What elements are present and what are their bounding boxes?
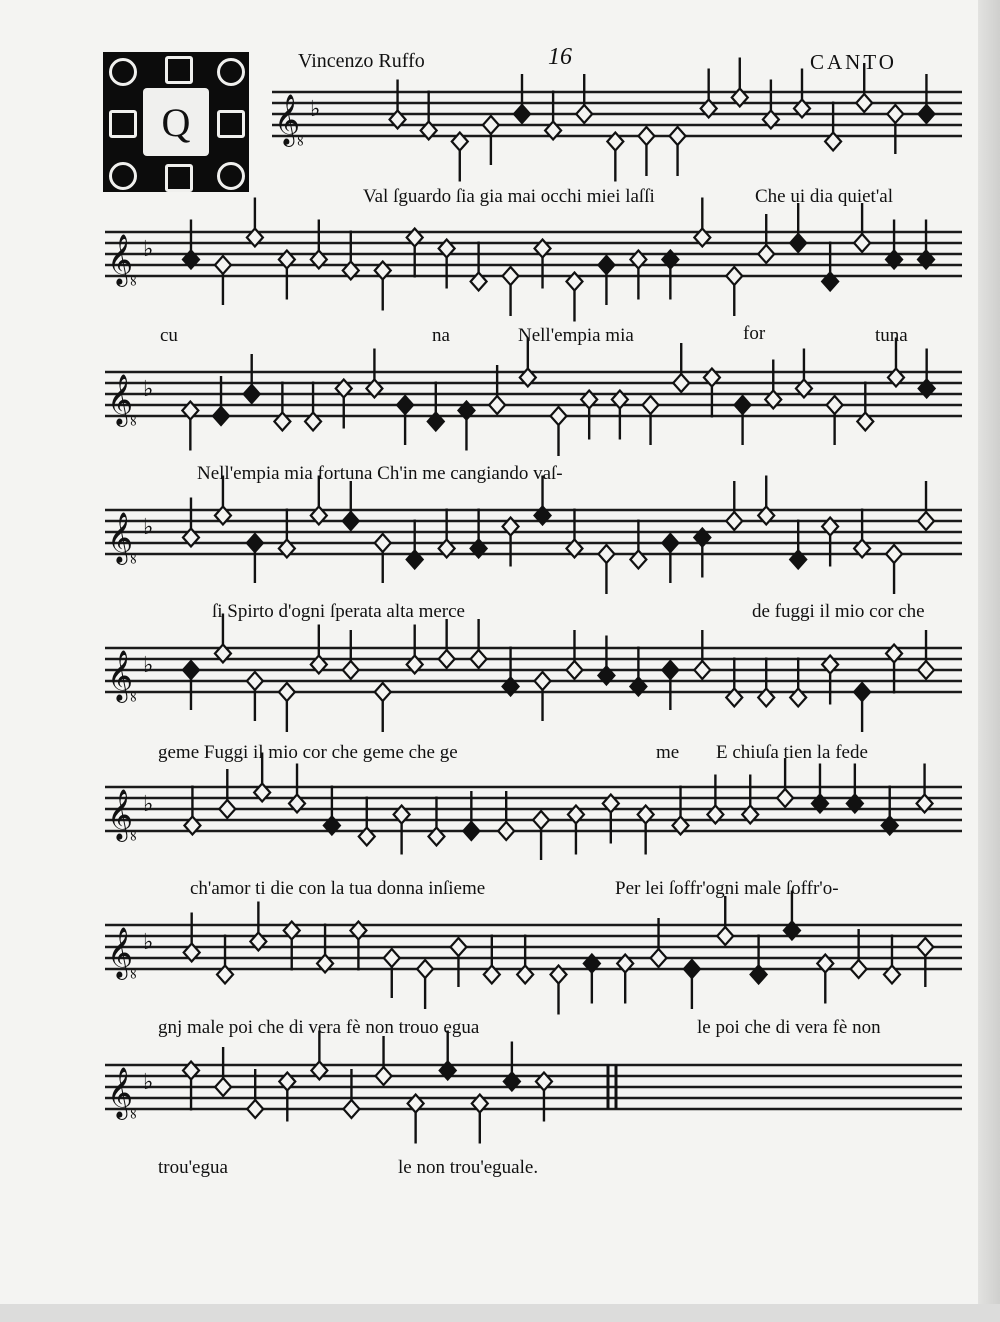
note-head [917,938,933,956]
lyric-line: le poi che di vera fè non [697,1017,881,1038]
note-head [183,661,199,679]
note-head [643,396,659,414]
note-head [886,545,902,563]
note-head [376,1067,392,1085]
note-head [551,407,567,425]
lyric-line: ſi Spirto d'ogni ſperata alta merce [212,601,465,622]
note-head [247,534,263,552]
note-head [489,396,505,414]
note-head [758,245,774,263]
note-head [483,116,499,134]
note-head [827,396,843,414]
lyric-line: tuna [875,325,908,346]
note-head [219,800,235,818]
note-head [662,534,678,552]
note-head [533,811,549,829]
lyric-line: E chiuſa tien la fede [716,742,868,763]
clef-icon: 𝄠 [107,234,138,285]
note-head [244,385,260,403]
clef-icon: 𝄠 [274,94,305,145]
flat-icon: ♭ [143,792,154,817]
note-head [576,105,592,123]
lyric-line: gnj male poi che di vera fè non trouo egua [158,1017,480,1038]
note-head [343,1100,359,1118]
flat-icon: ♭ [143,930,154,955]
note-head [684,960,700,978]
note-head [375,534,391,552]
initial-letter: Q [161,99,191,145]
note-head [856,94,872,112]
note-head [651,949,667,967]
flat-icon: ♭ [143,1070,154,1095]
note-head [279,683,295,701]
lyric-line: ch'amor ti die con la tua donna inſieme [190,878,486,899]
note-head [638,127,654,145]
page-number: 16 [548,44,572,70]
note-head [213,407,229,425]
flat-icon: ♭ [143,377,154,402]
flat-icon: ♭ [143,653,154,678]
note-head [918,512,934,530]
lyric-line: geme Fuggi il mio cor che geme che ge [158,742,458,763]
note-head [854,683,870,701]
note-head [918,105,934,123]
lyric-line: Nell'empia mia fortuna Ch'in me cangiando vaſ- [197,463,563,484]
note-head [726,267,742,285]
clef-icon: 𝄠 [107,650,138,701]
note-head [790,234,806,252]
lyric-line: le non trou'eguale. [398,1157,539,1178]
note-head [514,105,530,123]
note-head [417,960,433,978]
part-name: CANTO [810,50,897,74]
note-head [854,234,870,252]
note-head [463,822,479,840]
note-head [439,650,455,668]
lyric-line: na [432,325,450,346]
note-head [598,256,614,274]
note-head [384,949,400,967]
note-head [851,960,867,978]
clef-icon: 𝄠 [107,927,138,978]
lyric-line: Per lei ſoffr'ogni male ſoffr'o- [615,878,839,899]
note-head [726,512,742,530]
note-head [450,938,466,956]
note-head [717,927,733,945]
note-head [247,1100,263,1118]
note-head [535,672,551,690]
note-head [375,683,391,701]
lyric-line: me [656,742,680,763]
lyric-line: trou'egua [158,1157,228,1178]
note-head [215,1078,231,1096]
note-head [471,650,487,668]
note-head [598,545,614,563]
note-head [498,822,514,840]
note-head [887,105,903,123]
flat-icon: ♭ [310,97,321,122]
lyric-line: for [743,323,766,344]
composer-name: Vincenzo Ruffo [298,50,425,72]
note-head [694,661,710,679]
lyric-line: Val ſguardo ſia gia mai occhi miei laſſi [363,186,655,207]
note-head [918,661,934,679]
lyric-line: Che ui dia quiet'al [755,186,893,207]
note-head [566,661,582,679]
flat-icon: ♭ [143,237,154,262]
clef-icon: 𝄠 [107,512,138,563]
flat-icon: ♭ [143,515,154,540]
note-head [503,267,519,285]
note-head [215,256,231,274]
note-head [247,672,263,690]
note-head [670,127,686,145]
lyric-line: cu [160,325,178,346]
clef-icon: 𝄠 [107,789,138,840]
clef-icon: 𝄠 [107,374,138,425]
note-head [777,789,793,807]
note-head [397,396,413,414]
clef-icon: 𝄠 [107,1067,138,1118]
note-head [343,661,359,679]
note-head [662,661,678,679]
lyric-line: de fuggi il mio cor che [752,601,925,622]
note-head [343,512,359,530]
note-head [673,374,689,392]
lyric-line: Nell'empia mia [518,325,634,346]
note-head [735,396,751,414]
